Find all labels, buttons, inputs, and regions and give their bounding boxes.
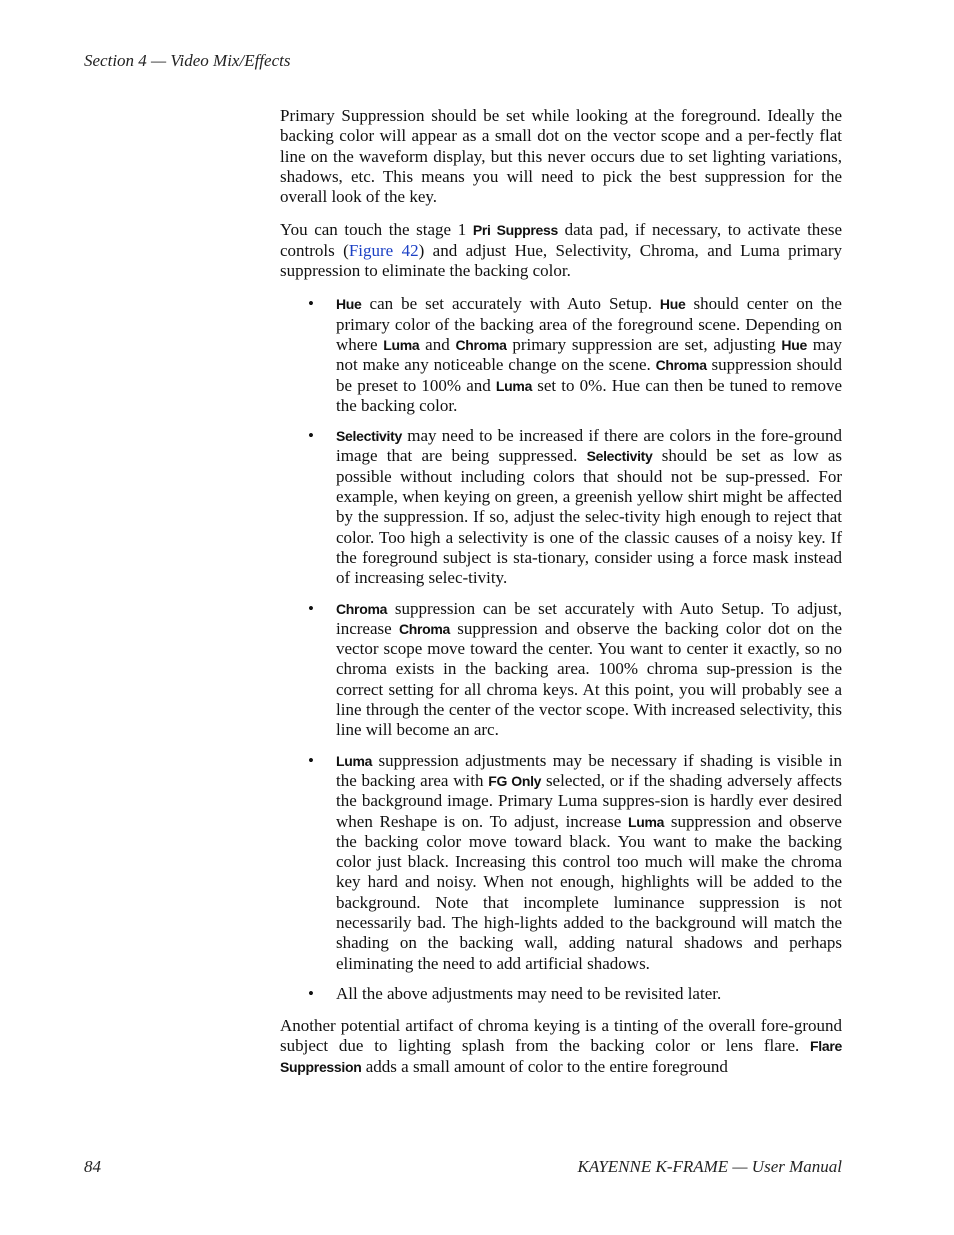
item-text: suppression and observe the backing color dot on the vector scope move toward the center. You want to center it exactly, so no chroma exists in the backing area. 100% chroma sup-pression is the correct setting for all chroma keys. At this point, you will probably see a line through the center of the vector scope. With increased selectivity, this line will become an arc. bbox=[336, 618, 842, 740]
luma-label: Luma bbox=[336, 752, 373, 769]
item-text: suppression can be set accurately with Auto Setup. To adjust, increase bbox=[336, 598, 842, 638]
list-item-selectivity bbox=[280, 426, 842, 588]
luma-label: Luma bbox=[627, 813, 665, 830]
item-text: All the above adjustments may need to be revisited later. bbox=[336, 983, 722, 1003]
pri-suppress-label: Pri Suppress bbox=[472, 222, 558, 239]
item-text: suppression and observe the backing color move toward black. You want to make the backing color just black. Increasing this control too much will make the chroma key hard and noisy. When not enough, highlights will be added to the background. Note that incomplete luminance suppression is not necessarily bad. The high-lights added to the background will match the shading on the backing wall, adding natural shadows and perhaps eliminating the need to add artificial shadows. bbox=[336, 811, 842, 973]
list-item-hue bbox=[280, 294, 842, 416]
adjustment-list bbox=[280, 294, 842, 1004]
item-text: may need to be increased if there are colors in the fore-ground image that are being suppressed. bbox=[336, 426, 842, 466]
flare-suppression-label: Flare Suppression bbox=[280, 1038, 842, 1075]
paragraph-text: Primary Suppression should be set while looking at the foreground. Ideally the backing color will appear as a small dot on the vector scope and a per-fectly flat line on the waveform display, but this never occurs due to set lighting variations, shadows, etc. This means you will need to pick the best suppression for the overall look of the key. bbox=[280, 106, 842, 207]
body-column bbox=[280, 106, 842, 1090]
item-text: should be set as low as possible without including colors that should not be sup-pressed. For example, when keying on green, a greenish yellow shirt might be affected by the suppression. If so, adjust the selec-tivity high enough to reject that color. Too high a selectivity is one of the classic causes of a noisy key. If the foreground subject is sta-tionary, consider using a force mask instead of increasing selec-tivity. bbox=[336, 446, 843, 588]
item-text: should center on the primary color of the backing area of the foreground scene. Depending on where bbox=[336, 294, 842, 354]
paragraph-text: ) and adjust Hue, Selectivity, Chroma, and Luma primary suppression to eliminate the backing color. bbox=[280, 240, 842, 281]
paragraph-text: data pad, if necessary, to activate these controls ( bbox=[280, 220, 843, 260]
luma-label: Luma bbox=[383, 336, 420, 353]
luma-label: Luma bbox=[495, 377, 533, 394]
chroma-label: Chroma bbox=[655, 357, 707, 374]
chroma-label: Chroma bbox=[455, 336, 507, 353]
paragraph-text: adds a small amount of color to the entire foreground bbox=[361, 1056, 728, 1076]
paragraph-text: Another potential artifact of chroma keying is a tinting of the overall fore-ground subject due to lighting splash from the backing color or lens flare. bbox=[280, 1016, 842, 1056]
item-text: primary suppression are set, adjusting bbox=[506, 334, 782, 354]
paragraph-pri-suppress bbox=[280, 220, 842, 281]
chroma-label: Chroma bbox=[336, 600, 388, 617]
section-header: Section 4 — Video Mix/Effects bbox=[84, 51, 291, 70]
chroma-label: Chroma bbox=[398, 620, 451, 637]
list-item-luma bbox=[280, 751, 842, 974]
paragraph-primary-suppression bbox=[280, 106, 842, 207]
item-text: selected, or if the shading adversely affects the background image. Primary Luma suppres-sion is hardly ever desired when Reshape is on. To adjust, increase bbox=[336, 770, 842, 831]
list-item-revisit bbox=[280, 984, 842, 1004]
item-text: may not make any noticeable change on the scene. bbox=[336, 334, 843, 375]
item-text: suppression should be preset to 100% and bbox=[336, 355, 842, 395]
footer-title: KAYENNE K-FRAME — User Manual bbox=[577, 1157, 842, 1176]
list-item-chroma bbox=[280, 599, 842, 741]
hue-label: Hue bbox=[336, 296, 362, 313]
item-text: suppression adjustments may be necessary if shading is visible in the backing area with bbox=[336, 750, 842, 790]
page-number: 84 bbox=[84, 1157, 101, 1176]
hue-label: Hue bbox=[659, 296, 686, 313]
paragraph-text: You can touch the stage 1 bbox=[280, 220, 473, 240]
fg-only-label: FG Only bbox=[488, 772, 542, 789]
figure-42-link[interactable]: Figure 42 bbox=[348, 240, 419, 260]
item-text: set to 0%. Hue can then be tuned to remove the backing color. bbox=[336, 375, 842, 415]
selectivity-label: Selectivity bbox=[586, 448, 653, 465]
item-text: and bbox=[419, 334, 456, 354]
selectivity-label: Selectivity bbox=[336, 428, 402, 445]
item-text: can be set accurately with Auto Setup. bbox=[361, 294, 660, 314]
paragraph-flare-suppression bbox=[280, 1016, 842, 1077]
hue-label: Hue bbox=[781, 336, 807, 353]
